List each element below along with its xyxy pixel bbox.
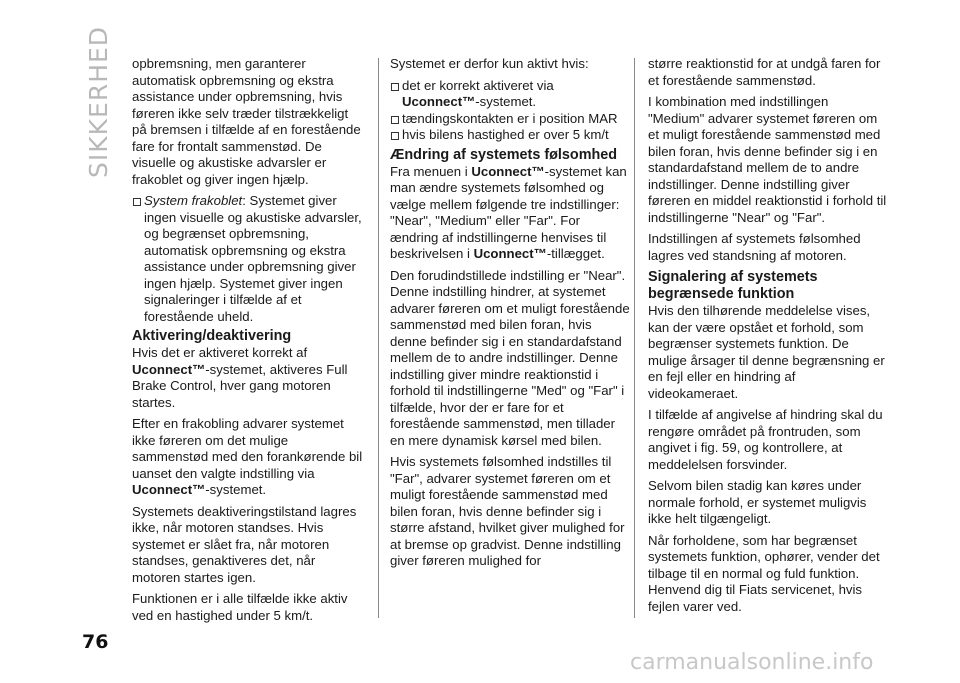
text: det er korrekt aktiveret via — [402, 77, 554, 93]
brand-term: Uconnect™ — [471, 163, 545, 179]
paragraph: opbremsning, men garanterer automatisk opbremsning og ekstra assistance under opbremsning, hvis føreren ikke selv træder tilstrækkeligt på bremsen i tilfælde af en forestående fare for frontalt sammenstød. De visuelle og akustiske advarsler er frakoblet og giver ingen hjælp. — [132, 56, 361, 187]
column-2 — [390, 56, 630, 575]
watermark: carmanualsonline.info — [630, 650, 874, 675]
paragraph: I tilfælde af angivelse af hindring skal du rengøre området på frontruden, som angivet i fig. 59, og kontrollere, at meddelelsen forsvinder. — [648, 407, 883, 472]
brand-term: Uconnect™ — [402, 94, 476, 109]
paragraph: større reaktionstid for at undgå faren for et forestående sammenstød. — [648, 56, 881, 88]
page-number: 76 — [82, 631, 109, 653]
section-heading: Signalering af systemets begrænsede funktion — [648, 269, 818, 302]
paragraph — [132, 345, 366, 411]
section-label: SIKKERHED — [84, 25, 113, 178]
bullet-item — [390, 111, 630, 128]
bullet-box-icon — [391, 83, 399, 91]
text: -systemet kan man ændre systemets følsomhed og vælge mellem følgende tre indstillinger: "Near", "Medium" eller "Far". For ændring af indstillingerne henvises til beskrivelsen i — [390, 163, 627, 261]
paragraph: Systemets deaktiveringstilstand lagres ikke, når motoren standses. Hvis systemet er slået fra, når motoren standses, genaktiveres det, når motoren startes igen. — [132, 503, 357, 585]
bullet-term: System frakoblet — [144, 193, 243, 208]
bullet-box-icon — [391, 116, 399, 124]
section-heading: Aktivering/deaktivering — [132, 328, 292, 344]
bullet-item — [390, 78, 630, 111]
column-divider — [378, 58, 379, 618]
text: -tillægget. — [546, 246, 605, 261]
brand-term: Uconnect™ — [132, 361, 206, 377]
text: -systemet. — [205, 482, 267, 497]
bullet-item — [390, 127, 630, 144]
paragraph: Hvis den tilhørende meddelelse vises, kan der være opstået et forhold, som begrænser systemets funktion. De mulige årsager til denne begrænsning er en fejl eller en hindring af videokameraet. — [648, 303, 885, 401]
text: Fra menuen i — [390, 163, 472, 179]
text: -systemet, aktiveres Full Brake Control, hver gang motoren startes. — [132, 361, 348, 410]
text: Efter en frakobling advarer systemet ikke føreren om det mulige sammenstød med den forankørende bil uanset den valgte indstilling via — [132, 416, 363, 481]
paragraph: Indstillingen af systemets følsomhed lagres ved standsning af motoren. — [648, 231, 861, 263]
paragraph: I kombination med indstillingen "Medium" advarer systemet føreren om et muligt forestående sammenstød med bilen foran, hvis denne befinder sig i en standardafstand mellem de to andre indstillinger. Denne indstilling giver føreren en middel reaktionstid i forhold til indstillingerne "Near" og "Far". — [648, 94, 887, 225]
paragraph: Funktionen er i alle tilfælde ikke aktiv ved en hastighed under 5 km/t. — [132, 591, 348, 623]
paragraph — [132, 416, 366, 499]
section-heading: Ændring af systemets følsomhed — [390, 146, 618, 163]
column-3 — [648, 56, 888, 620]
bullet-box-icon — [391, 132, 399, 140]
brand-term: Uconnect™ — [473, 246, 547, 261]
column-divider — [634, 58, 635, 618]
column-1 — [132, 56, 366, 629]
paragraph: Hvis systemets følsomhed indstilles til "Far", advarer systemet føreren om et muligt forestående sammenstød med bilen foran, hvis denne befinder sig i større afstand, hvilket giver mulighed for at bremse op gradvist. Denne indstilling giver føreren mulighed for — [390, 454, 625, 568]
bullet-text: : Systemet giver ingen visuelle og akustiske advarsler, og begrænset opbremsning, automatisk opbremsning og ekstra assistance under opbremsning giver ingen hjælp. Systemet giver ingen signaleringer i tilfælde af et forestående uheld. — [144, 193, 362, 324]
paragraph: Den forudindstillede indstilling er "Near". Denne indstilling hindrer, at systemet advarer føreren om et muligt forestående sammenstød med bilen foran, hvis denne befinder sig i en standardafstand mellem de to andre indstillinger. Denne indstilling giver mindre reaktionstid i forhold til indstillingerne "Med" og "Far" i tilfælde, hvor der er fare for et forestående sammenstød, men tillader en mere dynamisk kørsel med bilen. — [390, 267, 630, 448]
text: hvis bilens hastighed er over 5 km/t — [402, 127, 609, 142]
paragraph — [390, 164, 630, 263]
bullet-item — [132, 193, 366, 325]
paragraph: Når forholdene, som har begrænset systemets funktion, ophører, vender det tilbage til en normal og fuld funktion. Henvend dig til Fiats servicenet, hvis fejlen varer ved. — [648, 532, 880, 614]
text: -systemet. — [475, 94, 537, 109]
text: tændingskontakten er i position MAR — [402, 110, 618, 126]
brand-term: Uconnect™ — [132, 482, 206, 497]
paragraph: Selvom bilen stadig kan køres under normale forhold, er systemet muligvis ikke helt tilgængeligt. — [648, 478, 867, 526]
paragraph: Systemet er derfor kun aktivt hvis: — [390, 56, 589, 71]
bullet-box-icon — [133, 198, 141, 206]
text: Hvis det er aktiveret korrekt af — [132, 345, 308, 360]
